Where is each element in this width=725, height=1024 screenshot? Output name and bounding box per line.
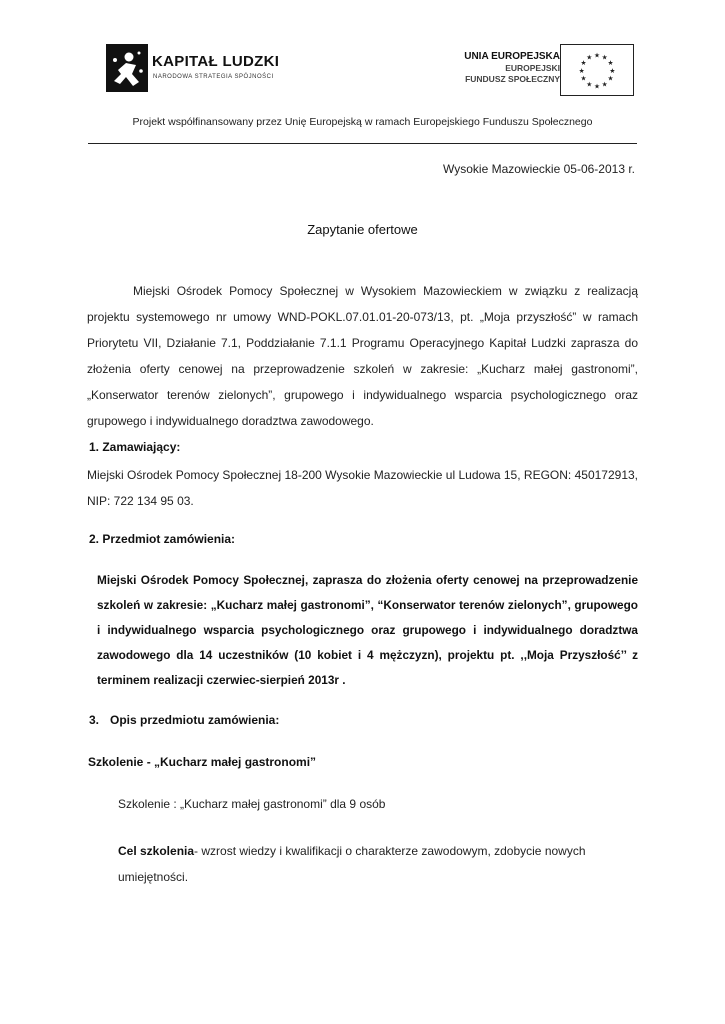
svg-text:★: ★ [609, 66, 616, 75]
funding-note: Projekt współfinansowany przez Unię Europejską w ramach Europejskiego Funduszu Społecznego [132, 116, 593, 128]
section-2-body: Miejski Ośrodek Pomocy Społecznej, zaprasza do złożenia oferty cenowej na przeprowadzenie szkoleń w zakresie: „Kucharz małej gastronomi”, “Konserwator terenów zielonych”, grupowego i indywidualnego wsparcia psychologicznego oraz grupowego i indywidualnego doradztwa zawodowego dla 14 uczestników (10 kobiet i 4 mężczyzn), projektu pt. ,,Moja Przyszłość’’ z terminem realizacji czerwiec-sierpień 2013r . [97, 573, 638, 687]
course-heading: Szkolenie - „Kucharz małej gastronomi” [88, 755, 317, 769]
svg-text:★: ★ [607, 59, 614, 68]
kapital-ludzki-emblem-icon [106, 44, 148, 92]
section-2-heading: 2. Przedmiot zamówienia: [89, 532, 236, 546]
header-divider [88, 143, 637, 144]
document-title: Zapytanie ofertowe [307, 222, 418, 237]
section-3-number: 3. [89, 713, 100, 727]
svg-text:★: ★ [580, 74, 587, 83]
eu-logo [440, 44, 634, 96]
course-goal [118, 838, 618, 890]
svg-text:★: ★ [593, 82, 601, 91]
eu-line-1: UNIA EUROPEJSKA [464, 51, 560, 62]
svg-text:★: ★ [601, 53, 608, 62]
eu-logo-text [464, 51, 560, 85]
intro-paragraph [87, 278, 638, 434]
svg-text:★: ★ [607, 74, 614, 83]
kapital-ludzki-subtitle: NARODOWA STRATEGIA SPÓJNOŚCI [153, 74, 274, 80]
document-date: Wysokie Mazowieckie 05-06-2013 r. [443, 162, 635, 176]
svg-text:★: ★ [580, 59, 587, 68]
kapital-ludzki-logo [106, 44, 306, 94]
goal-text: - wzrost wiedzy i kwalifikacji o charakterze zawodowym, zdobycie nowych umiejętności. [118, 844, 586, 884]
section-1-heading: 1. Zamawiający: [89, 440, 181, 454]
goal-label: Cel szkolenia [118, 844, 195, 858]
svg-text:★: ★ [593, 51, 601, 60]
section-1-body: Miejski Ośrodek Pomocy Społecznej 18-200 Wysokie Mazowieckie ul Ludowa 15, REGON: 450172913, NIP: 722 134 95 03. [87, 468, 638, 508]
course-line: Szkolenie : „Kucharz małej gastronomi” dla 9 osób [118, 797, 386, 811]
eu-line-2: EUROPEJSKI [505, 63, 560, 73]
eu-flag-icon [560, 44, 634, 96]
eu-line-3: FUNDUSZ SPOŁECZNY [465, 74, 560, 84]
section-3-heading-text: Opis przedmiotu zamówienia: [110, 713, 280, 727]
svg-text:★: ★ [586, 53, 593, 62]
svg-text:★: ★ [578, 66, 585, 75]
svg-text:★: ★ [586, 80, 593, 89]
section-3-heading [89, 713, 279, 727]
svg-text:★: ★ [601, 80, 608, 89]
intro-text: Miejski Ośrodek Pomocy Społecznej w Wysokiem Mazowieckiem w związku z realizacją projektu systemowego nr umowy WND-POKL.07.01.01-20-073/13, pt. „Moja przyszłość” w ramach Priorytetu VII, Działanie 7.1, Poddziałanie 7.1.1 Programu Operacyjnego Kapitał Ludzki zaprasza do złożenia oferty cenowej na przeprowadzenie szkoleń w zakresie: „Kucharz małej gastronomi”, „Konserwator terenów zielonych”, grupowego i indywidualnego wsparcia psychologicznego oraz grupowego i indywidualnego doradztwa zawodowego. [87, 284, 638, 428]
kapital-ludzki-title: KAPITAŁ LUDZKI [152, 53, 280, 70]
